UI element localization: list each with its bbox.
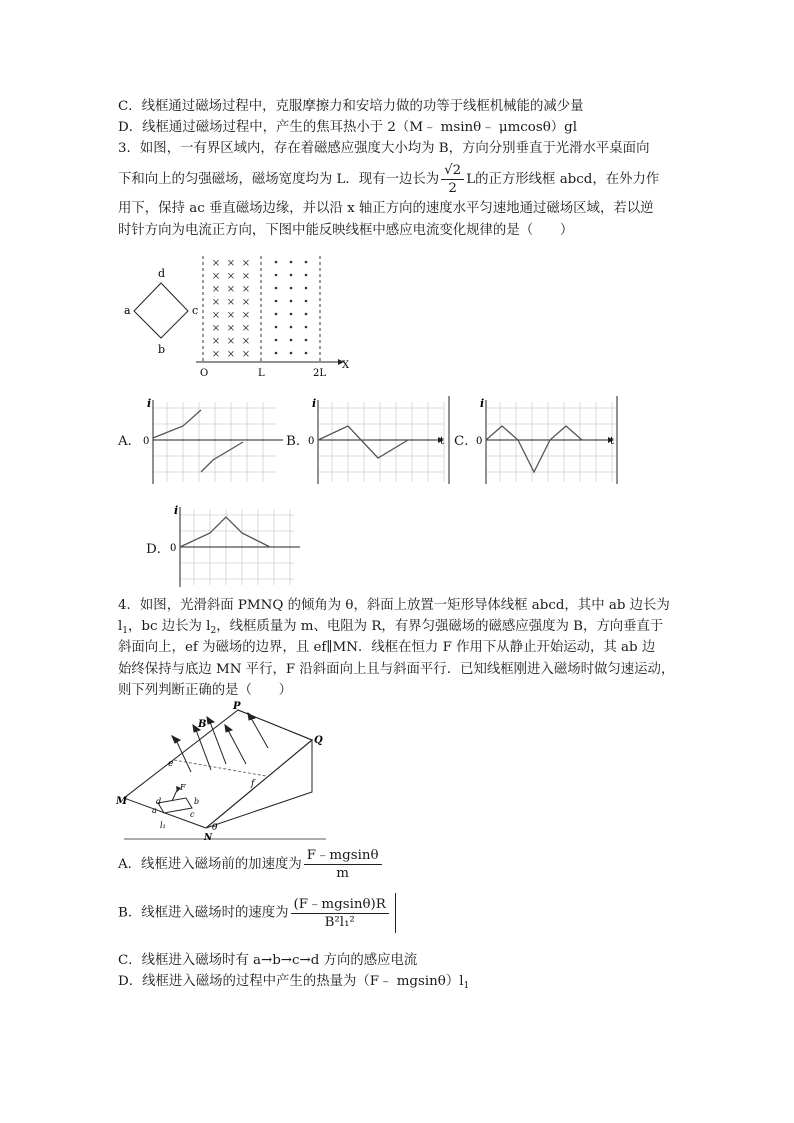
label-l: L bbox=[258, 368, 265, 379]
dot-symbol bbox=[305, 326, 308, 329]
q3-line-1: 3．如图，一有界区域内，存在着磁感应强度大小均为 B，方向分别垂直于光滑水平桌面向 bbox=[118, 141, 650, 156]
option-b-numerator: (F﹣mgsinθ)R bbox=[291, 896, 389, 914]
q3-line-2-pre: 下和向上的匀强磁场，磁场宽度均为 L．现有一边长为 bbox=[118, 172, 440, 187]
dot-symbol bbox=[275, 339, 278, 342]
cross-symbol: × bbox=[211, 271, 221, 282]
dot-symbol bbox=[275, 261, 278, 264]
q4-option-b bbox=[118, 893, 396, 933]
cross-symbol: × bbox=[211, 349, 221, 360]
graph-option-c bbox=[476, 396, 622, 484]
cross-symbol: × bbox=[211, 297, 221, 308]
dot-symbol bbox=[290, 300, 293, 303]
field-into-page-crosses bbox=[212, 258, 250, 360]
cross-symbol: × bbox=[241, 323, 251, 334]
sqrt2-over-2-fraction bbox=[441, 162, 464, 197]
label-c: c bbox=[192, 304, 199, 317]
cross-symbol: × bbox=[241, 297, 251, 308]
dot-symbol bbox=[275, 274, 278, 277]
i-label: i bbox=[312, 397, 317, 410]
dot-symbol bbox=[290, 287, 293, 290]
cross-symbol: × bbox=[226, 310, 236, 321]
dot-symbol bbox=[290, 313, 293, 316]
bracket-divider bbox=[395, 893, 396, 933]
t-label: t bbox=[610, 436, 615, 447]
i-label: i bbox=[174, 504, 179, 517]
label-2l: 2L bbox=[313, 368, 327, 379]
cross-symbol: × bbox=[226, 271, 236, 282]
graph-option-b bbox=[308, 396, 450, 484]
fraction-numerator: √2 bbox=[441, 162, 464, 180]
cross-symbol: × bbox=[211, 284, 221, 295]
dot-symbol bbox=[290, 326, 293, 329]
q2-option-c: C．线框通过磁场过程中，克服摩擦力和安培力做的功等于线框机械能的减少量 bbox=[118, 99, 584, 114]
dot-symbol bbox=[290, 352, 293, 355]
zero-label: 0 bbox=[170, 543, 177, 554]
coil-label-b: b bbox=[194, 797, 200, 806]
label-q: Q bbox=[314, 735, 323, 746]
zero-label: 0 bbox=[308, 436, 315, 447]
option-a-numerator: F﹣mgsinθ bbox=[304, 847, 382, 865]
dot-symbol bbox=[305, 339, 308, 342]
cross-symbol: × bbox=[241, 336, 251, 347]
dot-symbol bbox=[305, 300, 308, 303]
current-curve bbox=[180, 517, 270, 547]
cross-symbol: × bbox=[226, 323, 236, 334]
q3-option-d-label: D． bbox=[146, 542, 171, 557]
dot-symbol bbox=[275, 313, 278, 316]
dot-symbol bbox=[305, 313, 308, 316]
label-f: f bbox=[251, 779, 255, 789]
label-e: e bbox=[168, 759, 174, 769]
label-l1: l₁ bbox=[160, 821, 166, 830]
q3-option-c-label: C． bbox=[454, 434, 478, 449]
cross-symbol: × bbox=[226, 297, 236, 308]
graph-grid bbox=[486, 402, 616, 482]
cross-symbol: × bbox=[211, 323, 221, 334]
q3-line-3: 用下，保持 ac 垂直磁场边缘，并以沿 x 轴正方向的速度水平匀速地通过磁场区域，若以逆 bbox=[118, 201, 654, 216]
cross-symbol: × bbox=[226, 349, 236, 360]
cross-symbol: × bbox=[241, 349, 251, 360]
q4-line-2-rest: ，线框质量为 m、电阻为 R，有界匀强磁场的磁感应强度为 B，方向垂直于 bbox=[216, 619, 664, 634]
l1-symbol: l bbox=[118, 619, 123, 634]
q4-line-1: 4．如图，光滑斜面 PMNQ 的倾角为 θ，斜面上放置一矩形导体线框 abcd，其中 ab 边长为 bbox=[118, 598, 670, 613]
q3-magnetic-field-figure bbox=[116, 250, 356, 380]
q4-option-d-pre: D．线框进入磁场的过程中产生的热量为（F﹣ mgsinθ）l bbox=[118, 974, 464, 989]
graph-option-d bbox=[170, 503, 300, 587]
label-b: b bbox=[158, 343, 166, 356]
q4-option-d bbox=[118, 973, 469, 995]
q4-option-b-pre: B．线框进入磁场时的速度为 bbox=[118, 905, 289, 921]
label-origin: O bbox=[200, 368, 209, 379]
cross-symbol: × bbox=[226, 258, 236, 269]
square-coil bbox=[134, 283, 188, 338]
t-label: t bbox=[440, 436, 445, 447]
cross-symbol: × bbox=[241, 284, 251, 295]
coil-label-c: c bbox=[190, 810, 195, 819]
cross-symbol: × bbox=[211, 258, 221, 269]
label-b-field: B bbox=[198, 719, 207, 730]
q4-line-2-mid: ，bc 边长为 l bbox=[128, 619, 211, 634]
boundary-ef bbox=[174, 760, 266, 776]
dot-symbol bbox=[290, 261, 293, 264]
option-b-fraction bbox=[291, 896, 389, 931]
option-a-denominator: m bbox=[336, 866, 349, 881]
graph-option-a bbox=[143, 396, 283, 484]
dot-symbol bbox=[290, 274, 293, 277]
q3-option-a-label: A． bbox=[118, 434, 142, 449]
i-label: i bbox=[480, 397, 485, 410]
q4-option-d-subscript: 1 bbox=[463, 981, 470, 991]
q4-line-5: 则下列判断正确的是（ ） bbox=[118, 683, 293, 698]
dot-symbol bbox=[305, 261, 308, 264]
q4-line-4: 始终保持与底边 MN 平行，F 沿斜面向上且与斜面平行．已知线框刚进入磁场时做匀速运动， bbox=[118, 662, 675, 677]
l2-subscript: 2 bbox=[210, 626, 217, 636]
dot-symbol bbox=[275, 326, 278, 329]
label-x: X bbox=[342, 360, 350, 371]
dot-symbol bbox=[275, 287, 278, 290]
q4-option-a bbox=[118, 847, 384, 882]
q3-line-2-post: L的正方形线框 abcd，在外力作 bbox=[466, 172, 660, 187]
l1-subscript: 1 bbox=[122, 626, 129, 636]
q4-option-a-pre: A．线框进入磁场前的加速度为 bbox=[118, 857, 302, 872]
option-b-denominator: B²l₁² bbox=[324, 914, 355, 930]
label-theta: θ bbox=[212, 823, 218, 833]
zero-label: 0 bbox=[143, 436, 150, 447]
option-a-fraction bbox=[304, 847, 382, 882]
cross-symbol: × bbox=[241, 310, 251, 321]
coil-label-a: a bbox=[152, 806, 157, 815]
cross-symbol: × bbox=[226, 284, 236, 295]
cross-symbol: × bbox=[241, 258, 251, 269]
i-label: i bbox=[147, 397, 152, 410]
cross-symbol: × bbox=[241, 271, 251, 282]
graph-grid bbox=[318, 402, 444, 482]
q4-option-c: C．线框进入磁场时有 a→b→c→d 方向的感应电流 bbox=[118, 953, 418, 968]
cross-symbol: × bbox=[211, 310, 221, 321]
dot-symbol bbox=[290, 339, 293, 342]
label-p: P bbox=[233, 701, 241, 712]
zero-label: 0 bbox=[476, 436, 483, 447]
dot-symbol bbox=[275, 352, 278, 355]
label-d: d bbox=[158, 267, 166, 280]
q4-line-2 bbox=[118, 618, 663, 640]
q3-line-4: 时针方向为电流正方向，下图中能反映线框中感应电流变化规律的是（ ） bbox=[118, 223, 574, 238]
q3-line-2 bbox=[118, 162, 659, 197]
field-out-of-page-dots bbox=[275, 261, 308, 355]
cross-symbol: × bbox=[226, 336, 236, 347]
dot-symbol bbox=[275, 300, 278, 303]
coil-abcd bbox=[158, 798, 192, 813]
label-force: F bbox=[180, 783, 186, 792]
coil-label-d: d bbox=[156, 797, 162, 806]
dot-symbol bbox=[305, 352, 308, 355]
dot-symbol bbox=[305, 287, 308, 290]
q4-line-3: 斜面向上，ef 为磁场的边界，且 ef∥MN．线框在恒力 F 作用下从静止开始运动，其 ab 边 bbox=[118, 640, 656, 655]
graph-grid bbox=[153, 402, 277, 482]
q3-option-b-label: B． bbox=[286, 434, 310, 449]
current-curve bbox=[318, 426, 408, 458]
dot-symbol bbox=[305, 274, 308, 277]
current-curve-part-2 bbox=[201, 442, 243, 472]
cross-symbol: × bbox=[211, 336, 221, 347]
label-a: a bbox=[124, 304, 131, 317]
q4-inclined-plane-figure bbox=[116, 700, 331, 845]
b-field-arrows bbox=[172, 713, 268, 772]
q2-option-d: D．线框通过磁场过程中，产生的焦耳热小于 2（M﹣ msinθ﹣ μmcosθ）gl bbox=[118, 120, 578, 135]
label-n: N bbox=[204, 833, 213, 843]
label-m: M bbox=[116, 796, 128, 807]
fraction-denominator: 2 bbox=[448, 181, 457, 196]
